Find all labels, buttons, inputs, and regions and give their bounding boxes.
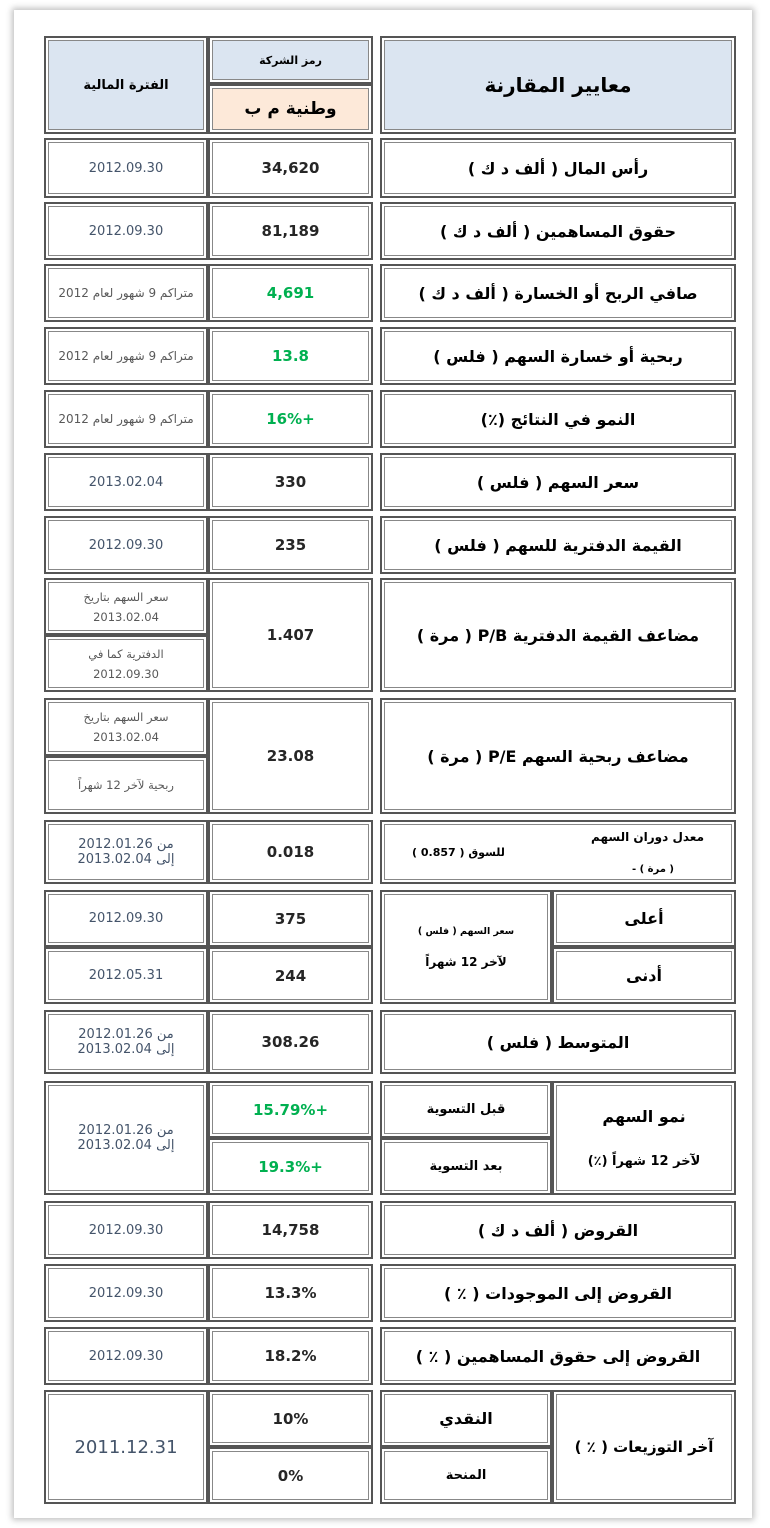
growth-date: متراكم 9 شهور لعام 2012 <box>58 412 194 426</box>
pb-note1-a: سعر السهم بتاريخ <box>83 589 169 604</box>
turnover-label-cell <box>380 820 736 884</box>
dividends-date: 2011.12.31 <box>74 1436 178 1458</box>
dividends-date-cell <box>44 1390 208 1504</box>
period-header-text: الفترة المالية <box>83 77 169 93</box>
book-value-label: القيمة الدفترية للسهم ( فلس ) <box>434 535 682 555</box>
pb-value-cell <box>208 578 373 692</box>
price-value: 330 <box>274 473 307 491</box>
average-period-cell <box>44 1010 208 1074</box>
symbol-value <box>208 84 373 134</box>
stock-growth-after-label: بعد التسوية <box>429 1159 503 1174</box>
eps-value: 13.8 <box>271 347 309 365</box>
eps-label-cell <box>380 327 736 385</box>
pe-note2: ربحية لآخر 12 شهراً <box>78 778 174 792</box>
dividends-bonus-label-cell <box>380 1447 552 1504</box>
loans-equity-date-cell <box>44 1327 208 1385</box>
growth-value-cell <box>208 390 373 448</box>
loans-label: القروض ( ألف د ك ) <box>477 1220 639 1240</box>
symbol-header-text: رمز الشركة <box>259 53 322 67</box>
price-date-cell <box>44 453 208 511</box>
stock-growth-to: إلى 2013.02.04 <box>77 1138 175 1153</box>
pb-value: 1.407 <box>266 626 315 644</box>
net-profit-label: صافي الربح أو الخسارة ( ألف د ك ) <box>418 283 698 303</box>
dividends-cash-label-cell <box>380 1390 552 1447</box>
turnover-from: من 2012.01.26 <box>78 837 174 852</box>
equity-label-cell <box>380 202 736 260</box>
turnover-label-b: للسوق ( 0.857 ) <box>412 846 505 859</box>
low-date-cell <box>44 947 208 1004</box>
dividends-bonus-label: المنحة <box>445 1468 487 1483</box>
eps-date: متراكم 9 شهور لعام 2012 <box>58 349 194 363</box>
price-value-cell <box>208 453 373 511</box>
equity-date-cell <box>44 202 208 260</box>
pe-note2-cell <box>44 756 208 814</box>
stock-growth-period-cell <box>44 1081 208 1195</box>
growth-label: النمو في النتائج (٪) <box>480 409 636 429</box>
pb-note2-cell <box>44 635 208 692</box>
book-value-date: 2012.09.30 <box>88 537 164 553</box>
dividends-label: آخر التوزيعات ( ٪ ) <box>574 1438 714 1456</box>
criteria-header <box>380 36 736 134</box>
turnover-period-cell <box>44 820 208 884</box>
dividends-cash-value: 10% <box>272 1409 309 1428</box>
high-date-cell <box>44 890 208 947</box>
pe-value: 23.08 <box>266 747 315 765</box>
dividends-cash-label: النقدي <box>439 1409 493 1428</box>
equity-value-cell <box>208 202 373 260</box>
period-header <box>44 36 208 134</box>
capital-date: 2012.09.30 <box>88 160 164 176</box>
stock-growth-before-label: قبل التسوية <box>426 1102 506 1117</box>
pb-label: مضاعف القيمة الدفترية P/B ( مرة ) <box>416 625 700 645</box>
stock-growth-main-a: نمو السهم <box>602 1107 686 1126</box>
loans-assets-label: القروض إلى الموجودات ( ٪ ) <box>444 1283 672 1303</box>
average-label: المتوسط ( فلس ) <box>486 1032 630 1052</box>
book-value-value: 235 <box>274 536 307 554</box>
average-label-cell <box>380 1010 736 1074</box>
pe-label-cell <box>380 698 736 814</box>
symbol-header <box>208 36 373 84</box>
price-date: 2013.02.04 <box>88 474 164 490</box>
loans-equity-label: القروض إلى حقوق المساهمين ( ٪ ) <box>415 1346 701 1366</box>
capital-label: رأس المال ( ألف د ك ) <box>467 158 649 178</box>
high-value-cell <box>208 890 373 947</box>
low-label: أدنى <box>626 966 662 985</box>
loans-assets-value-cell <box>208 1264 373 1322</box>
price-label: سعر السهم ( فلس ) <box>476 472 640 492</box>
stock-growth-from: من 2012.01.26 <box>78 1123 174 1138</box>
dividends-cash-value-cell <box>208 1390 373 1447</box>
capital-value-cell <box>208 138 373 198</box>
stock-growth-main-b: لآخر 12 شهراً (٪) <box>587 1154 701 1169</box>
loans-assets-label-cell <box>380 1264 736 1322</box>
growth-label-cell <box>380 390 736 448</box>
stock-growth-before-value-cell <box>208 1081 373 1138</box>
dividends-label-cell <box>552 1390 736 1504</box>
book-value-label-cell <box>380 516 736 574</box>
loans-equity-value: 18.2% <box>264 1347 317 1365</box>
loans-date: 2012.09.30 <box>88 1222 164 1238</box>
net-profit-value: 4,691 <box>266 284 315 302</box>
price-label-cell <box>380 453 736 511</box>
criteria-header-text: معايير المقارنة <box>484 73 632 97</box>
capital-date-cell <box>44 138 208 198</box>
pe-label: مضاعف ربحية السهم P/E ( مرة ) <box>427 746 689 766</box>
high-label: أعلى <box>624 909 664 928</box>
dividends-bonus-value-cell <box>208 1447 373 1504</box>
net-profit-date-cell <box>44 264 208 322</box>
high-date: 2012.09.30 <box>88 911 164 926</box>
symbol-value-text: وطنية م ب <box>244 99 337 119</box>
low-value-cell <box>208 947 373 1004</box>
stock-growth-before-label-cell <box>380 1081 552 1138</box>
loans-value: 14,758 <box>261 1221 320 1239</box>
growth-date-cell <box>44 390 208 448</box>
stock-growth-before-value: 15.79%+ <box>252 1100 329 1119</box>
stock-growth-after-value: 19.3%+ <box>258 1157 323 1176</box>
high-value: 375 <box>274 909 307 928</box>
capital-label-cell <box>380 138 736 198</box>
pe-note1-b: 2013.02.04 <box>93 730 159 744</box>
high-label-cell <box>552 890 736 947</box>
net-profit-label-cell <box>380 264 736 322</box>
loans-assets-date-cell <box>44 1264 208 1322</box>
eps-date-cell <box>44 327 208 385</box>
pb-note1-b: 2013.02.04 <box>93 609 159 624</box>
stock-growth-main-cell <box>552 1081 736 1195</box>
loans-value-cell <box>208 1201 373 1259</box>
loans-equity-date: 2012.09.30 <box>88 1348 164 1364</box>
high-low-mid-b: لآخر 12 شهراً <box>425 954 507 969</box>
pb-note1-cell <box>44 578 208 635</box>
dividends-bonus-value: 0% <box>277 1466 304 1485</box>
turnover-to: إلى 2013.02.04 <box>77 852 175 867</box>
high-low-mid-a: سعر السهم ( فلس ) <box>417 925 515 937</box>
loans-assets-date: 2012.09.30 <box>88 1285 164 1301</box>
turnover-value: 0.018 <box>266 843 315 861</box>
average-value: 308.26 <box>261 1033 320 1051</box>
capital-value: 34,620 <box>261 159 320 177</box>
pe-value-cell <box>208 698 373 814</box>
loans-date-cell <box>44 1201 208 1259</box>
turnover-label-a: معدل دوران السهم <box>591 830 704 844</box>
pb-label-cell <box>380 578 736 692</box>
growth-value: 16%+ <box>266 410 315 428</box>
turnover-value-cell <box>208 820 373 884</box>
eps-label: ربحية أو خسارة السهم ( فلس ) <box>433 346 683 366</box>
pe-note1-a: سعر السهم بتاريخ <box>83 710 169 724</box>
high-low-mid-cell <box>380 890 552 1004</box>
average-value-cell <box>208 1010 373 1074</box>
pb-note2-b: 2012.09.30 <box>93 666 159 681</box>
book-value-date-cell <box>44 516 208 574</box>
equity-label: حقوق المساهمين ( ألف د ك ) <box>439 221 677 241</box>
loans-equity-value-cell <box>208 1327 373 1385</box>
pb-note2-a: الدفترية كما في <box>88 646 164 661</box>
loans-label-cell <box>380 1201 736 1259</box>
equity-date: 2012.09.30 <box>88 223 164 239</box>
net-profit-value-cell <box>208 264 373 322</box>
pe-note1-cell <box>44 698 208 756</box>
stock-growth-after-label-cell <box>380 1138 552 1195</box>
net-profit-date: متراكم 9 شهور لعام 2012 <box>58 286 194 300</box>
turnover-label-c: ( مرة ) - <box>631 864 674 875</box>
average-to: إلى 2013.02.04 <box>77 1042 175 1057</box>
equity-value: 81,189 <box>261 222 320 240</box>
loans-equity-label-cell <box>380 1327 736 1385</box>
stock-growth-after-value-cell <box>208 1138 373 1195</box>
book-value-value-cell <box>208 516 373 574</box>
low-label-cell <box>552 947 736 1004</box>
eps-value-cell <box>208 327 373 385</box>
low-date: 2012.05.31 <box>88 968 164 983</box>
loans-assets-value: 13.3% <box>264 1284 317 1302</box>
low-value: 244 <box>274 966 307 985</box>
average-from: من 2012.01.26 <box>78 1027 174 1042</box>
